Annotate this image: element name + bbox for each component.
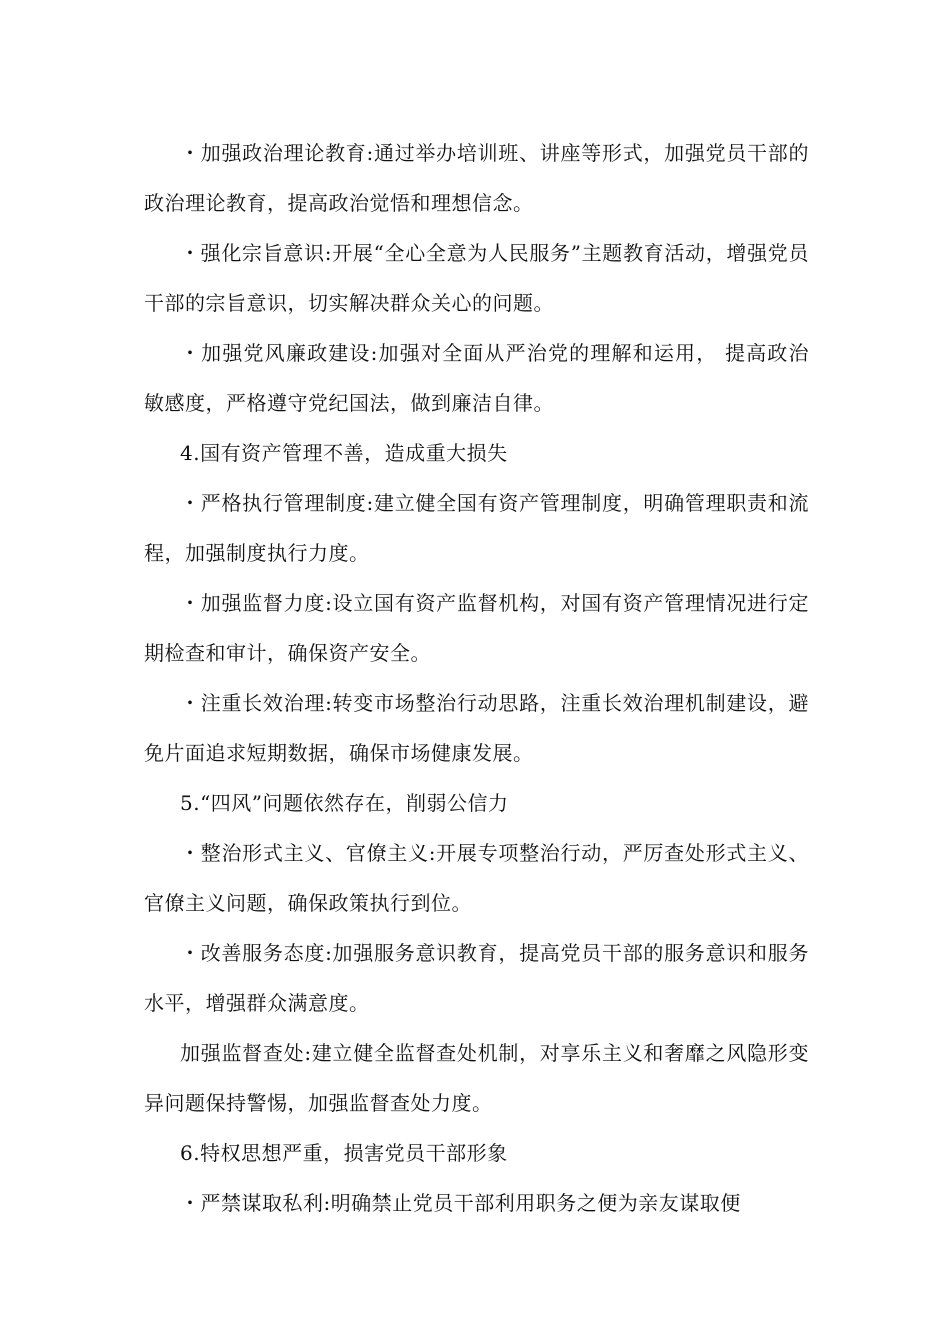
bullet-political-theory-education: ・加强政治理论教育:通过举办培训班、讲座等形式，加强党员干部的政治理论教育，提高政治觉悟和理想信念。	[144, 141, 809, 215]
bullet-service-attitude: ・改善服务态度:加强服务意识教育，提高党员干部的服务意识和服务水平，增强群众满意度。	[144, 941, 809, 1015]
bullet-prohibit-private-gain: ・严禁谋取私利:明确禁止党员干部利用职务之便为亲友谋取便	[180, 1191, 741, 1215]
section-heading-6: 6.特权思想严重，损害党员干部形象	[180, 1141, 508, 1165]
paragraph-supervision-investigation: 加强监督查处:建立健全监督查处机制，对享乐主义和奢靡之风隐形变异问题保持警惕，加强监督查处力度。	[144, 1041, 809, 1115]
bullet-rectify-formalism: ・整治形式主义、官僚主义:开展专项整治行动，严厉查处形式主义、官僚主义问题，确保政策执行到位。	[144, 841, 809, 915]
bullet-strengthen-purpose-awareness: ・强化宗旨意识:开展“全心全意为人民服务”主题教育活动，增强党员干部的宗旨意识，切实解决群众关心的问题。	[144, 241, 809, 315]
bullet-party-conduct-integrity: ・加强党风廉政建设:加强对全面从严治党的理解和运用， 提高政治敏感度，严格遵守党纪国法，做到廉洁自律。	[144, 341, 809, 415]
bullet-management-system: ・严格执行管理制度:建立健全国有资产管理制度，明确管理职责和流程，加强制度执行力度。	[144, 491, 809, 565]
document-body	[144, 128, 809, 1228]
section-heading-5: 5.“四风”问题依然存在，削弱公信力	[180, 791, 509, 815]
bullet-supervision-strength: ・加强监督力度:设立国有资产监督机构，对国有资产管理情况进行定期检查和审计，确保资产安全。	[144, 591, 809, 665]
section-heading-4: 4.国有资产管理不善，造成重大损失	[180, 441, 508, 465]
bullet-long-term-governance: ・注重长效治理:转变市场整治行动思路，注重长效治理机制建设，避免片面追求短期数据，确保市场健康发展。	[144, 691, 809, 765]
